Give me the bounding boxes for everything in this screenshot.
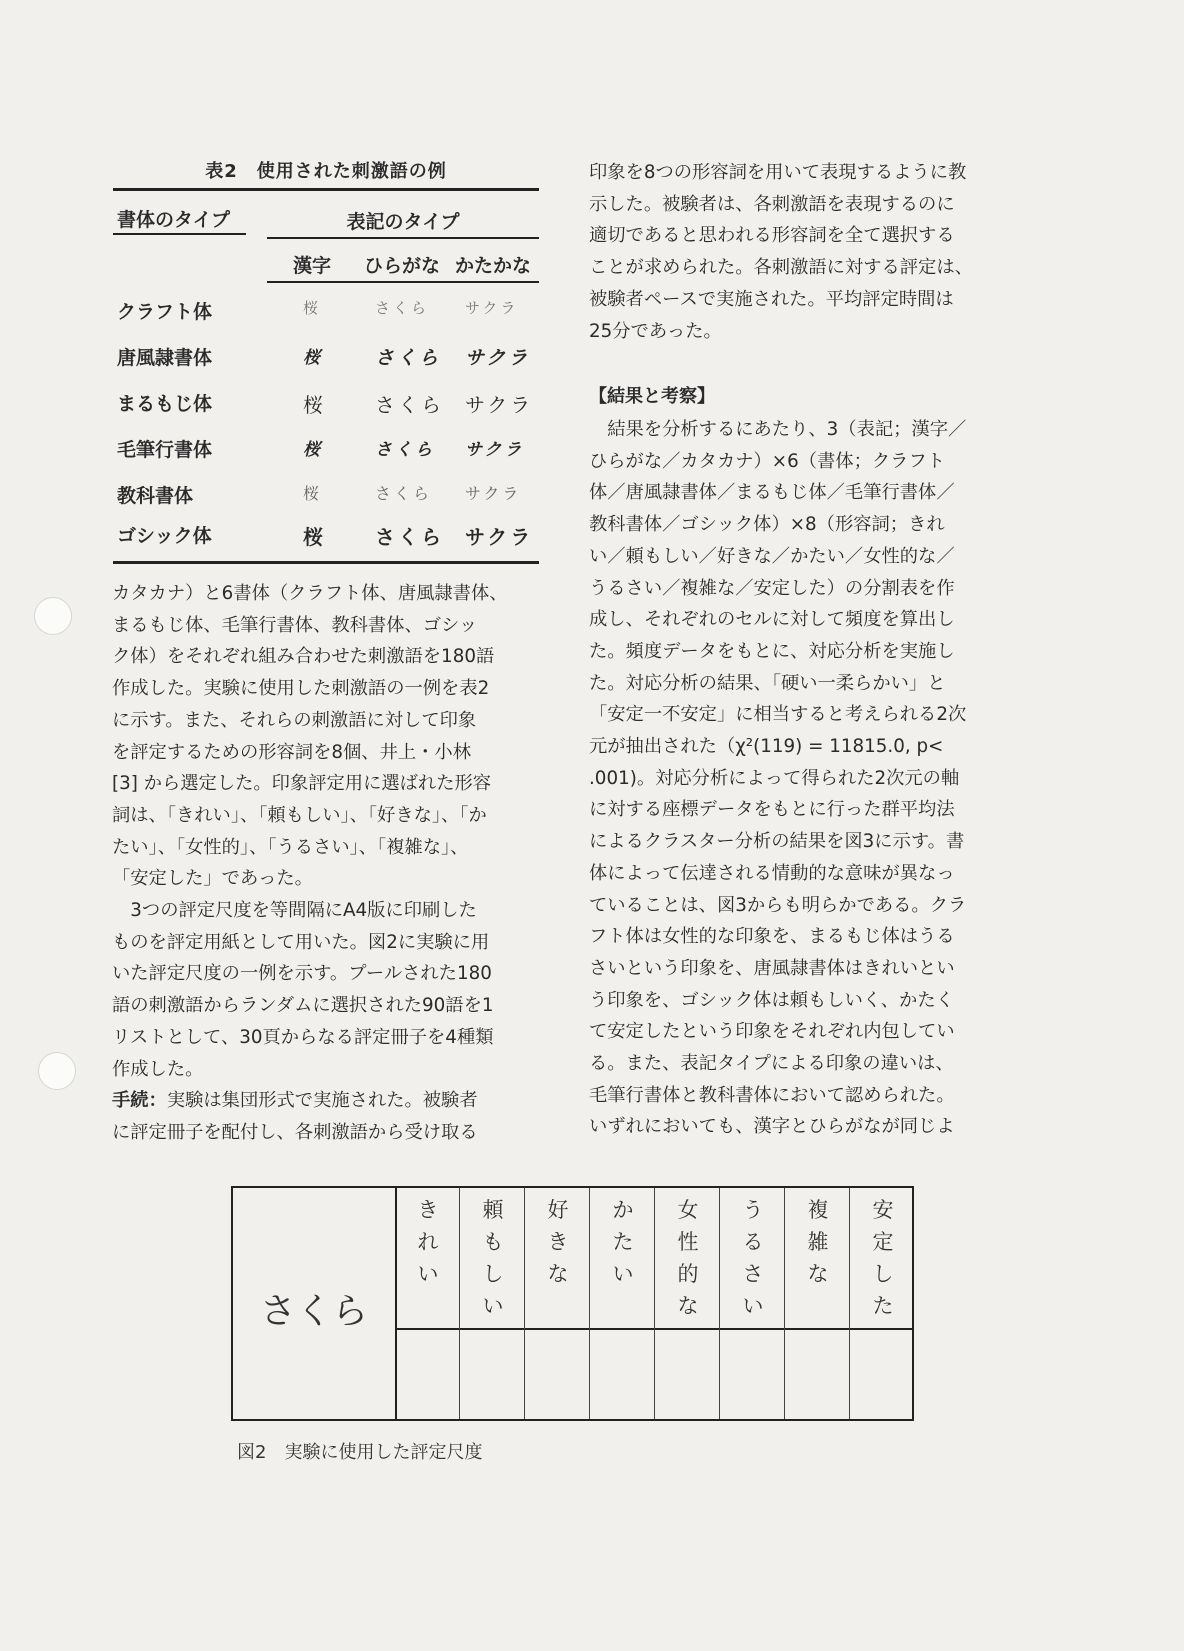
cell-katakana: サクラ [465,440,525,460]
text-line: 作成した。実験に使用した刺激語の一例を表2 [112,678,490,700]
text-line: 印象を8つの形容詞を用いて表現するように教 [589,162,967,183]
text-line: 成し、それぞれのセルに対して頻度を算出し [589,609,955,631]
text-line: ていることは、図3からも明らかである。クラ [589,894,967,916]
text-line: 被験者ペースで実施された。平均評定時間は [589,288,954,310]
text-line: 語の刺激語からランダムに選択された90語を1 [112,995,494,1017]
cell-katakana: サクラ [465,484,522,503]
results-text [589,414,966,1143]
cell-kanji: 桜 [303,348,320,368]
header-font-type: 書体のタイプ [117,209,231,231]
text-line: カタカナ）と6書体（クラフト体、唐風隷書体、 [112,583,508,604]
text-line: いずれにおいても、漢字とひらがなが同じよ [589,1116,955,1138]
header-rule [267,237,539,239]
text-line: 詞は、「きれい」、「頼もしい」、「好きな」、「か [112,804,487,826]
table-row [113,381,539,421]
text-line: て安定したという印象をそれぞれ内包してい [589,1021,955,1043]
table-header [113,191,539,287]
adjective-label: う る さ い [742,1198,764,1318]
text-line: 25分であった。 [589,320,722,342]
text-line: 元が抽出された（χ²(119) = 11815.0, p< [589,736,944,758]
text-line: フト体は女性的な印象を、まるもじ体はうる [589,926,955,948]
figure-2-rating-scale [231,1186,914,1421]
cell-katakana: サクラ [465,347,531,369]
text-line: によるクラスター分析の結果を図3に示す。書 [589,831,965,853]
header-kanji: 漢字 [293,255,332,277]
cell-kanji: 桜 [303,484,320,503]
cell-hiragana: さくら [375,393,444,417]
procedure-text: 実験は集団形式で実施された。被験者 [166,1090,478,1112]
text-line: を評定するための形容詞を8個、井上・小林 [112,741,471,763]
cell-kanji: 桜 [303,525,323,549]
header-rule [267,281,539,283]
stimulus-word: さくら [259,1291,368,1332]
header-rule [113,233,246,235]
adjective-label: 複 雑 な [807,1198,829,1286]
text-line: 毛筆行書体と教科書体において認められた。 [589,1084,955,1106]
text-line: に評定冊子を配付し、各刺激語から受け取る [112,1121,478,1143]
cell-hiragana: さくら [375,525,444,549]
adjective-label: か た い [612,1198,634,1286]
text-line: うるさい／複雑な／安定した）の分割表を作 [589,577,955,599]
adjective-label: 頼 も し い [482,1198,504,1318]
text-line: た。頻度データをもとに、対応分析を実施し [589,640,955,662]
text-line: [3] から選定した。印象評定用に選ばれた形容 [112,773,492,795]
figure-caption: 図2 実験に使用した評定尺度 [237,1442,483,1463]
text-line: いた評定尺度の一例を示す。プールされた180 [112,963,492,985]
table-row [113,289,539,329]
procedure-label: 手続： [112,1090,167,1112]
text-line: たい」、「女性的」、「うるさい」、「複雑な」、 [112,836,469,858]
header-hiragana: ひらがな [364,255,441,277]
cell-katakana: サクラ [465,393,534,417]
text-line: 教科書体／ゴシック体）×8（形容詞；きれ [589,514,945,536]
row-font-name: 唐風隷書体 [117,347,213,369]
table-caption: 表2 使用された刺激語の例 [205,161,447,182]
text-line: ものを評定用紙として用いた。図2に実験に用 [112,931,490,953]
table-row [113,427,539,467]
cell-kanji: 桜 [303,393,323,417]
adjective-label: き れ い [417,1198,439,1286]
row-font-name: ゴシック体 [117,525,212,547]
cell-hiragana: さくら [375,347,442,369]
table-2 [113,158,539,567]
cell-kanji: 桜 [303,299,319,317]
row-font-name: まるもじ体 [117,393,213,415]
row-font-name: クラフト体 [117,301,213,323]
cell-hiragana: さくら [375,484,433,503]
table-body [113,287,539,567]
text-line: う印象を、ゴシック体は頼もしいく、かたく [589,989,954,1011]
adjective-label: 安 定 し た [872,1198,894,1318]
section-heading: 【結果と考察】 [589,386,715,407]
table-row [113,335,539,375]
text-line: 示した。被験者は、各刺激語を表現するのに [589,193,955,215]
text-line: 適切であると思われる形容詞を全て選択する [589,225,955,247]
row-font-name: 教科書体 [117,485,194,507]
stimulus-word-cell [233,1188,397,1419]
text-line: まるもじ体、毛筆行書体、教科書体、ゴシッ [112,614,478,636]
text-line: ひらがな／カタカナ）×6（書体；クラフト [589,450,946,472]
cell-hiragana: さくら [375,440,435,460]
text-line: 3つの評定尺度を等間隔にA4版に印刷した [112,900,477,922]
text-line: い／頼もしい／好きな／かたい／女性的な／ [589,545,955,567]
text-line: リストとして、30頁からなる評定冊子を4種類 [112,1026,494,1048]
text-line: た。対応分析の結果、「硬い一柔らかい」と [589,672,946,694]
row-font-name: 毛筆行書体 [117,439,213,461]
text-line: .001)。対応分析によって得られた2次元の軸 [589,767,960,789]
adjective-label: 好 き な [547,1198,569,1286]
header-katakana: かたかな [455,255,532,277]
cell-hiragana: さくら [375,299,430,317]
table-row [113,473,539,513]
punch-hole [34,597,72,635]
text-line: ことが求められた。各刺激語に対する評定は、 [589,257,973,279]
table-bottom-rule [113,561,539,564]
text-line: ク体）をそれぞれ組み合わせた刺激語を180語 [112,646,495,668]
cell-katakana: サクラ [465,299,519,317]
text-line: 「安定した」であった。 [112,868,313,890]
text-line: 結果を分析するにあたり、3（表記；漢字／ [589,419,967,440]
punch-hole [38,1052,76,1090]
table-row [113,513,539,553]
text-line: さいという印象を、唐風隷書体はきれいとい [589,957,955,979]
text-line: 「安定一不安定」に相当すると考えられる2次 [589,704,967,726]
text-line: 体／唐風隷書体／まるもじ体／毛筆行書体／ [589,482,955,504]
text-line: 作成した。 [112,1058,204,1080]
cell-katakana: サクラ [465,525,534,549]
text-line: 体によって伝達される情動的な意味が異なっ [589,862,955,884]
right-column-text [589,157,973,347]
text-line [112,1085,508,1117]
header-notation-type: 表記のタイプ [346,211,460,233]
adjective-label: 女 性 的 な [677,1198,699,1318]
left-column-text [112,578,508,1149]
text-line: に示す。また、それらの刺激語に対して印象 [112,709,477,731]
cell-kanji: 桜 [303,440,320,460]
text-line: る。また、表記タイプによる印象の違いは、 [589,1053,954,1075]
text-line: に対する座標データをもとに行った群平均法 [589,799,955,821]
